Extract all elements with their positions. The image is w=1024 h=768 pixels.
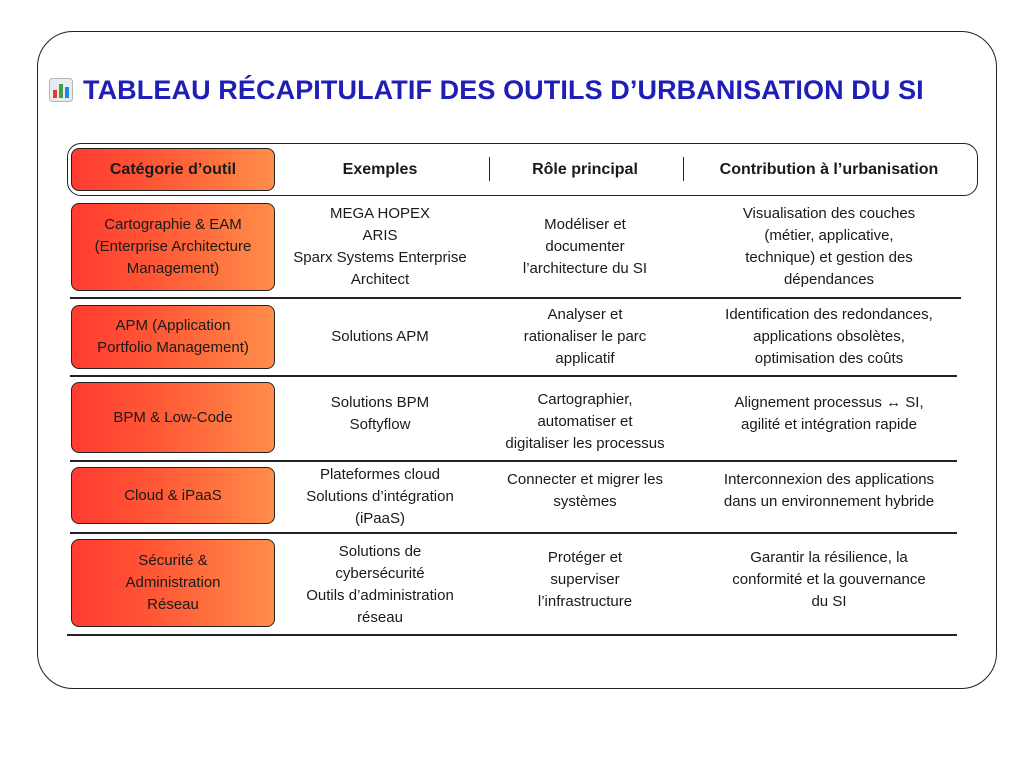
row-divider bbox=[70, 375, 957, 377]
row-category: BPM & Low-Code bbox=[71, 382, 275, 453]
row-examples: Plateformes cloud Solutions d’intégration (iPaaS) bbox=[306, 466, 454, 527]
header-category: Catégorie d’outil bbox=[71, 148, 275, 191]
row-examples: Solutions BPM Softyflow bbox=[330, 394, 430, 433]
row-role: Cartographier, automatiser et digitaliser les processus bbox=[505, 391, 665, 452]
row-category: Sécurité & Administration Réseau bbox=[71, 539, 275, 627]
row-role: Protéger et superviser l’infrastructure bbox=[537, 549, 633, 610]
row-role: Modéliser et documenter l’architecture du SI bbox=[522, 216, 648, 277]
row-contribution: Identification des redondances, applications obsolètes, optimisation des coûts bbox=[725, 306, 933, 367]
row-category: Cartographie & EAM (Enterprise Architecture Management) bbox=[71, 203, 275, 291]
row-examples: Solutions de cybersécurité Outils d’administration réseau bbox=[306, 543, 454, 626]
row-divider bbox=[70, 532, 957, 534]
row-role: Connecter et migrer les systèmes bbox=[507, 471, 663, 510]
page-title bbox=[49, 72, 924, 108]
header-divider bbox=[683, 157, 684, 181]
bar-chart-icon bbox=[49, 78, 73, 102]
header-contribution: Contribution à l’urbanisation bbox=[719, 160, 939, 178]
row-contribution: Alignement processus ↔ SI, agilité et intégration rapide bbox=[734, 394, 924, 433]
row-contribution: Garantir la résilience, la conformité et la gouvernance du SI bbox=[732, 549, 926, 610]
header-role: Rôle principal bbox=[532, 160, 638, 178]
row-category: APM (Application Portfolio Management) bbox=[71, 305, 275, 369]
row-role: Analyser et rationaliser le parc applicatif bbox=[523, 306, 647, 367]
row-contribution: Visualisation des couches (métier, applicative, technique) et gestion des dépendances bbox=[742, 205, 916, 288]
header-examples: Exemples bbox=[342, 160, 418, 178]
row-divider bbox=[70, 297, 961, 299]
row-contribution: Interconnexion des applications dans un environnement hybride bbox=[723, 471, 935, 510]
row-examples: Solutions APM bbox=[331, 328, 429, 345]
row-divider bbox=[67, 634, 957, 636]
row-divider bbox=[70, 460, 957, 462]
row-examples: MEGA HOPEX ARIS Sparx Systems Enterprise Architect bbox=[293, 205, 467, 288]
row-category: Cloud & iPaaS bbox=[71, 467, 275, 524]
title-text: TABLEAU RÉCAPITULATIF DES OUTILS D’URBANISATION DU SI bbox=[83, 74, 924, 105]
